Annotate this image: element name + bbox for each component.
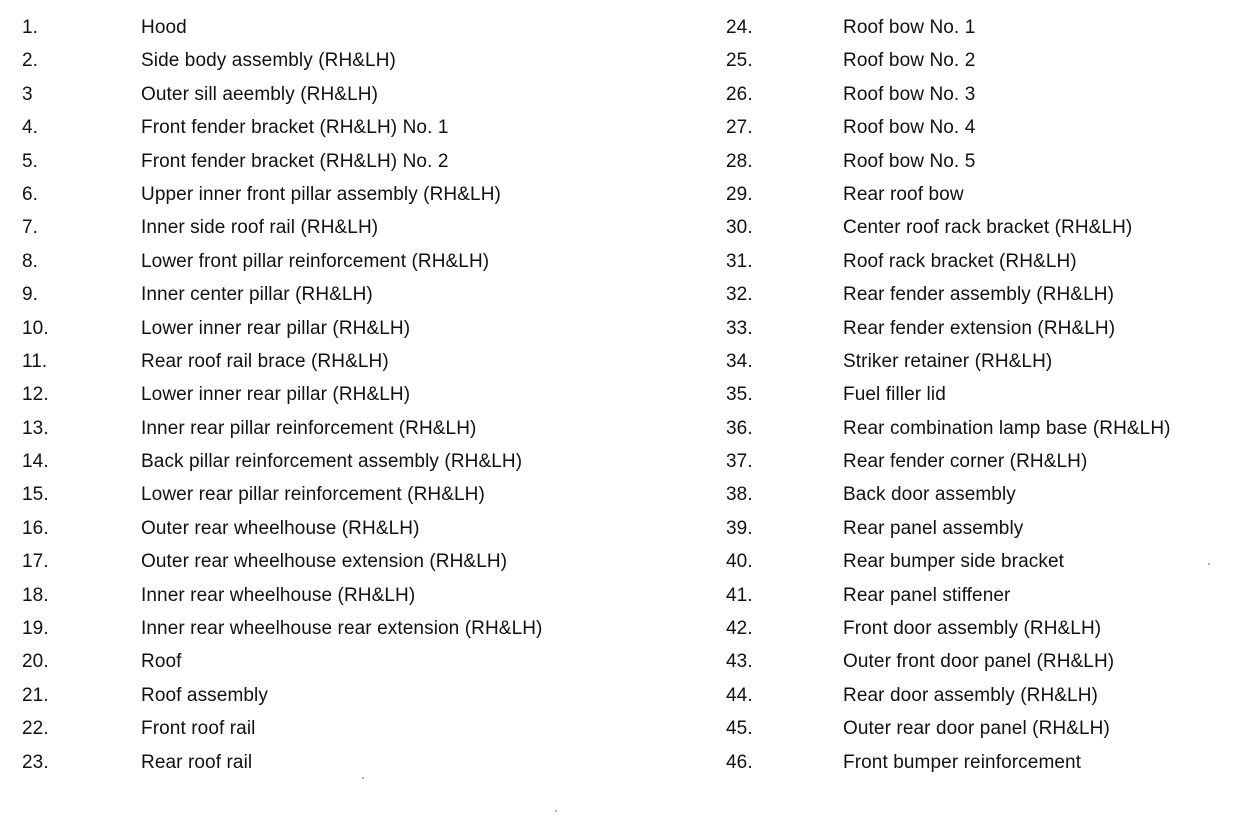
part-name: Roof bow No. 2 xyxy=(843,50,976,72)
part-number: 35. xyxy=(726,384,753,406)
part-number: 30. xyxy=(726,217,753,239)
part-name: Side body assembly (RH&LH) xyxy=(141,50,396,72)
part-number: 6. xyxy=(22,183,39,205)
part-name: Back door assembly xyxy=(843,484,1016,506)
part-name: Rear fender assembly (RH&LH) xyxy=(843,284,1114,306)
part-name: Inner rear wheelhouse rear extension (RH&LH) xyxy=(141,618,543,640)
part-name: Rear combination lamp base (RH&LH) xyxy=(843,417,1171,439)
part-name: Outer rear door panel (RH&LH) xyxy=(843,718,1110,740)
part-number: 27. xyxy=(726,117,753,139)
part-number: 21. xyxy=(22,684,49,706)
part-name: Outer sill aeembly (RH&LH) xyxy=(141,83,378,105)
part-number: 25. xyxy=(726,50,753,72)
part-name: Rear panel stiffener xyxy=(843,584,1011,606)
part-number: 2. xyxy=(22,50,39,72)
part-number: 16. xyxy=(22,517,49,539)
scan-speck xyxy=(1208,563,1210,565)
part-name: Inner center pillar (RH&LH) xyxy=(141,284,373,306)
part-name: Outer rear wheelhouse extension (RH&LH) xyxy=(141,551,508,573)
part-name: Rear roof bow xyxy=(843,183,964,205)
part-number: 8. xyxy=(22,250,39,272)
part-number: 46. xyxy=(726,751,753,773)
part-number: 37. xyxy=(726,451,753,473)
part-name: Rear roof rail brace (RH&LH) xyxy=(141,350,389,372)
part-number: 44. xyxy=(726,684,753,706)
part-number: 12. xyxy=(22,384,49,406)
part-name: Roof rack bracket (RH&LH) xyxy=(843,250,1077,272)
part-number: 11. xyxy=(22,350,48,372)
part-name: Inner rear pillar reinforcement (RH&LH) xyxy=(141,417,477,439)
part-name: Upper inner front pillar assembly (RH&LH) xyxy=(141,183,501,205)
part-number: 10. xyxy=(22,317,49,339)
part-number: 43. xyxy=(726,651,753,673)
part-number: 24. xyxy=(726,17,753,38)
part-name: Rear fender corner (RH&LH) xyxy=(843,451,1088,473)
part-name: Back pillar reinforcement assembly (RH&LH) xyxy=(141,451,523,473)
part-number: 19. xyxy=(22,618,49,640)
part-name: Front fender bracket (RH&LH) No. 1 xyxy=(141,117,449,139)
part-name: Fuel filler lid xyxy=(843,384,946,406)
part-number: 29. xyxy=(726,183,753,205)
part-number: 41. xyxy=(726,584,753,606)
part-number: 18. xyxy=(22,584,49,606)
part-number: 28. xyxy=(726,150,753,172)
part-number: 17. xyxy=(22,551,49,573)
part-number: 40. xyxy=(726,551,753,573)
part-name: Striker retainer (RH&LH) xyxy=(843,350,1053,372)
part-name: Roof xyxy=(141,651,182,673)
part-name: Hood xyxy=(141,17,187,38)
part-name: Center roof rack bracket (RH&LH) xyxy=(843,217,1133,239)
part-number: 5. xyxy=(22,150,39,172)
part-number: 26. xyxy=(726,83,753,105)
part-number: 20. xyxy=(22,651,49,673)
part-number: 42. xyxy=(726,618,753,640)
part-number: 1. xyxy=(22,17,39,38)
part-name: Inner rear wheelhouse (RH&LH) xyxy=(141,584,416,606)
part-number: 36. xyxy=(726,417,753,439)
part-number: 38. xyxy=(726,484,753,506)
part-name: Outer front door panel (RH&LH) xyxy=(843,651,1115,673)
part-name: Roof bow No. 3 xyxy=(843,83,976,105)
part-name: Front roof rail xyxy=(141,718,256,740)
part-number: 22. xyxy=(22,718,49,740)
part-name: Inner side roof rail (RH&LH) xyxy=(141,217,379,239)
part-number: 34. xyxy=(726,350,753,372)
part-number: 13. xyxy=(22,417,49,439)
part-number: 39. xyxy=(726,517,753,539)
part-name: Front door assembly (RH&LH) xyxy=(843,618,1102,640)
part-number: 14. xyxy=(22,451,49,473)
part-name: Lower inner rear pillar (RH&LH) xyxy=(141,317,411,339)
part-name: Rear bumper side bracket xyxy=(843,551,1065,573)
part-name: Outer rear wheelhouse (RH&LH) xyxy=(141,517,420,539)
part-number: 33. xyxy=(726,317,753,339)
scan-speck xyxy=(555,810,557,812)
part-number: 15. xyxy=(22,484,49,506)
part-number: 32. xyxy=(726,284,753,306)
part-name: Front bumper reinforcement xyxy=(843,751,1082,773)
part-name: Roof assembly xyxy=(141,684,268,706)
scan-speck xyxy=(362,777,364,779)
part-name: Roof bow No. 4 xyxy=(843,117,976,139)
part-name: Rear roof rail xyxy=(141,751,253,773)
part-number: 4. xyxy=(22,117,39,139)
part-number: 31. xyxy=(726,250,753,272)
part-name: Lower inner rear pillar (RH&LH) xyxy=(141,384,411,406)
part-name: Rear fender extension (RH&LH) xyxy=(843,317,1116,339)
part-name: Rear panel assembly xyxy=(843,517,1024,539)
part-name: Roof bow No. 5 xyxy=(843,150,976,172)
part-number: 9. xyxy=(22,284,39,306)
part-name: Front fender bracket (RH&LH) No. 2 xyxy=(141,150,449,172)
part-name: Lower rear pillar reinforcement (RH&LH) xyxy=(141,484,485,506)
part-name: Lower front pillar reinforcement (RH&LH) xyxy=(141,250,490,272)
part-name: Rear door assembly (RH&LH) xyxy=(843,684,1098,706)
part-number: 23. xyxy=(22,751,49,773)
part-number: 45. xyxy=(726,718,753,740)
part-number: 7. xyxy=(22,217,39,239)
part-name: Roof bow No. 1 xyxy=(843,17,976,38)
part-number: 3 xyxy=(22,83,33,105)
